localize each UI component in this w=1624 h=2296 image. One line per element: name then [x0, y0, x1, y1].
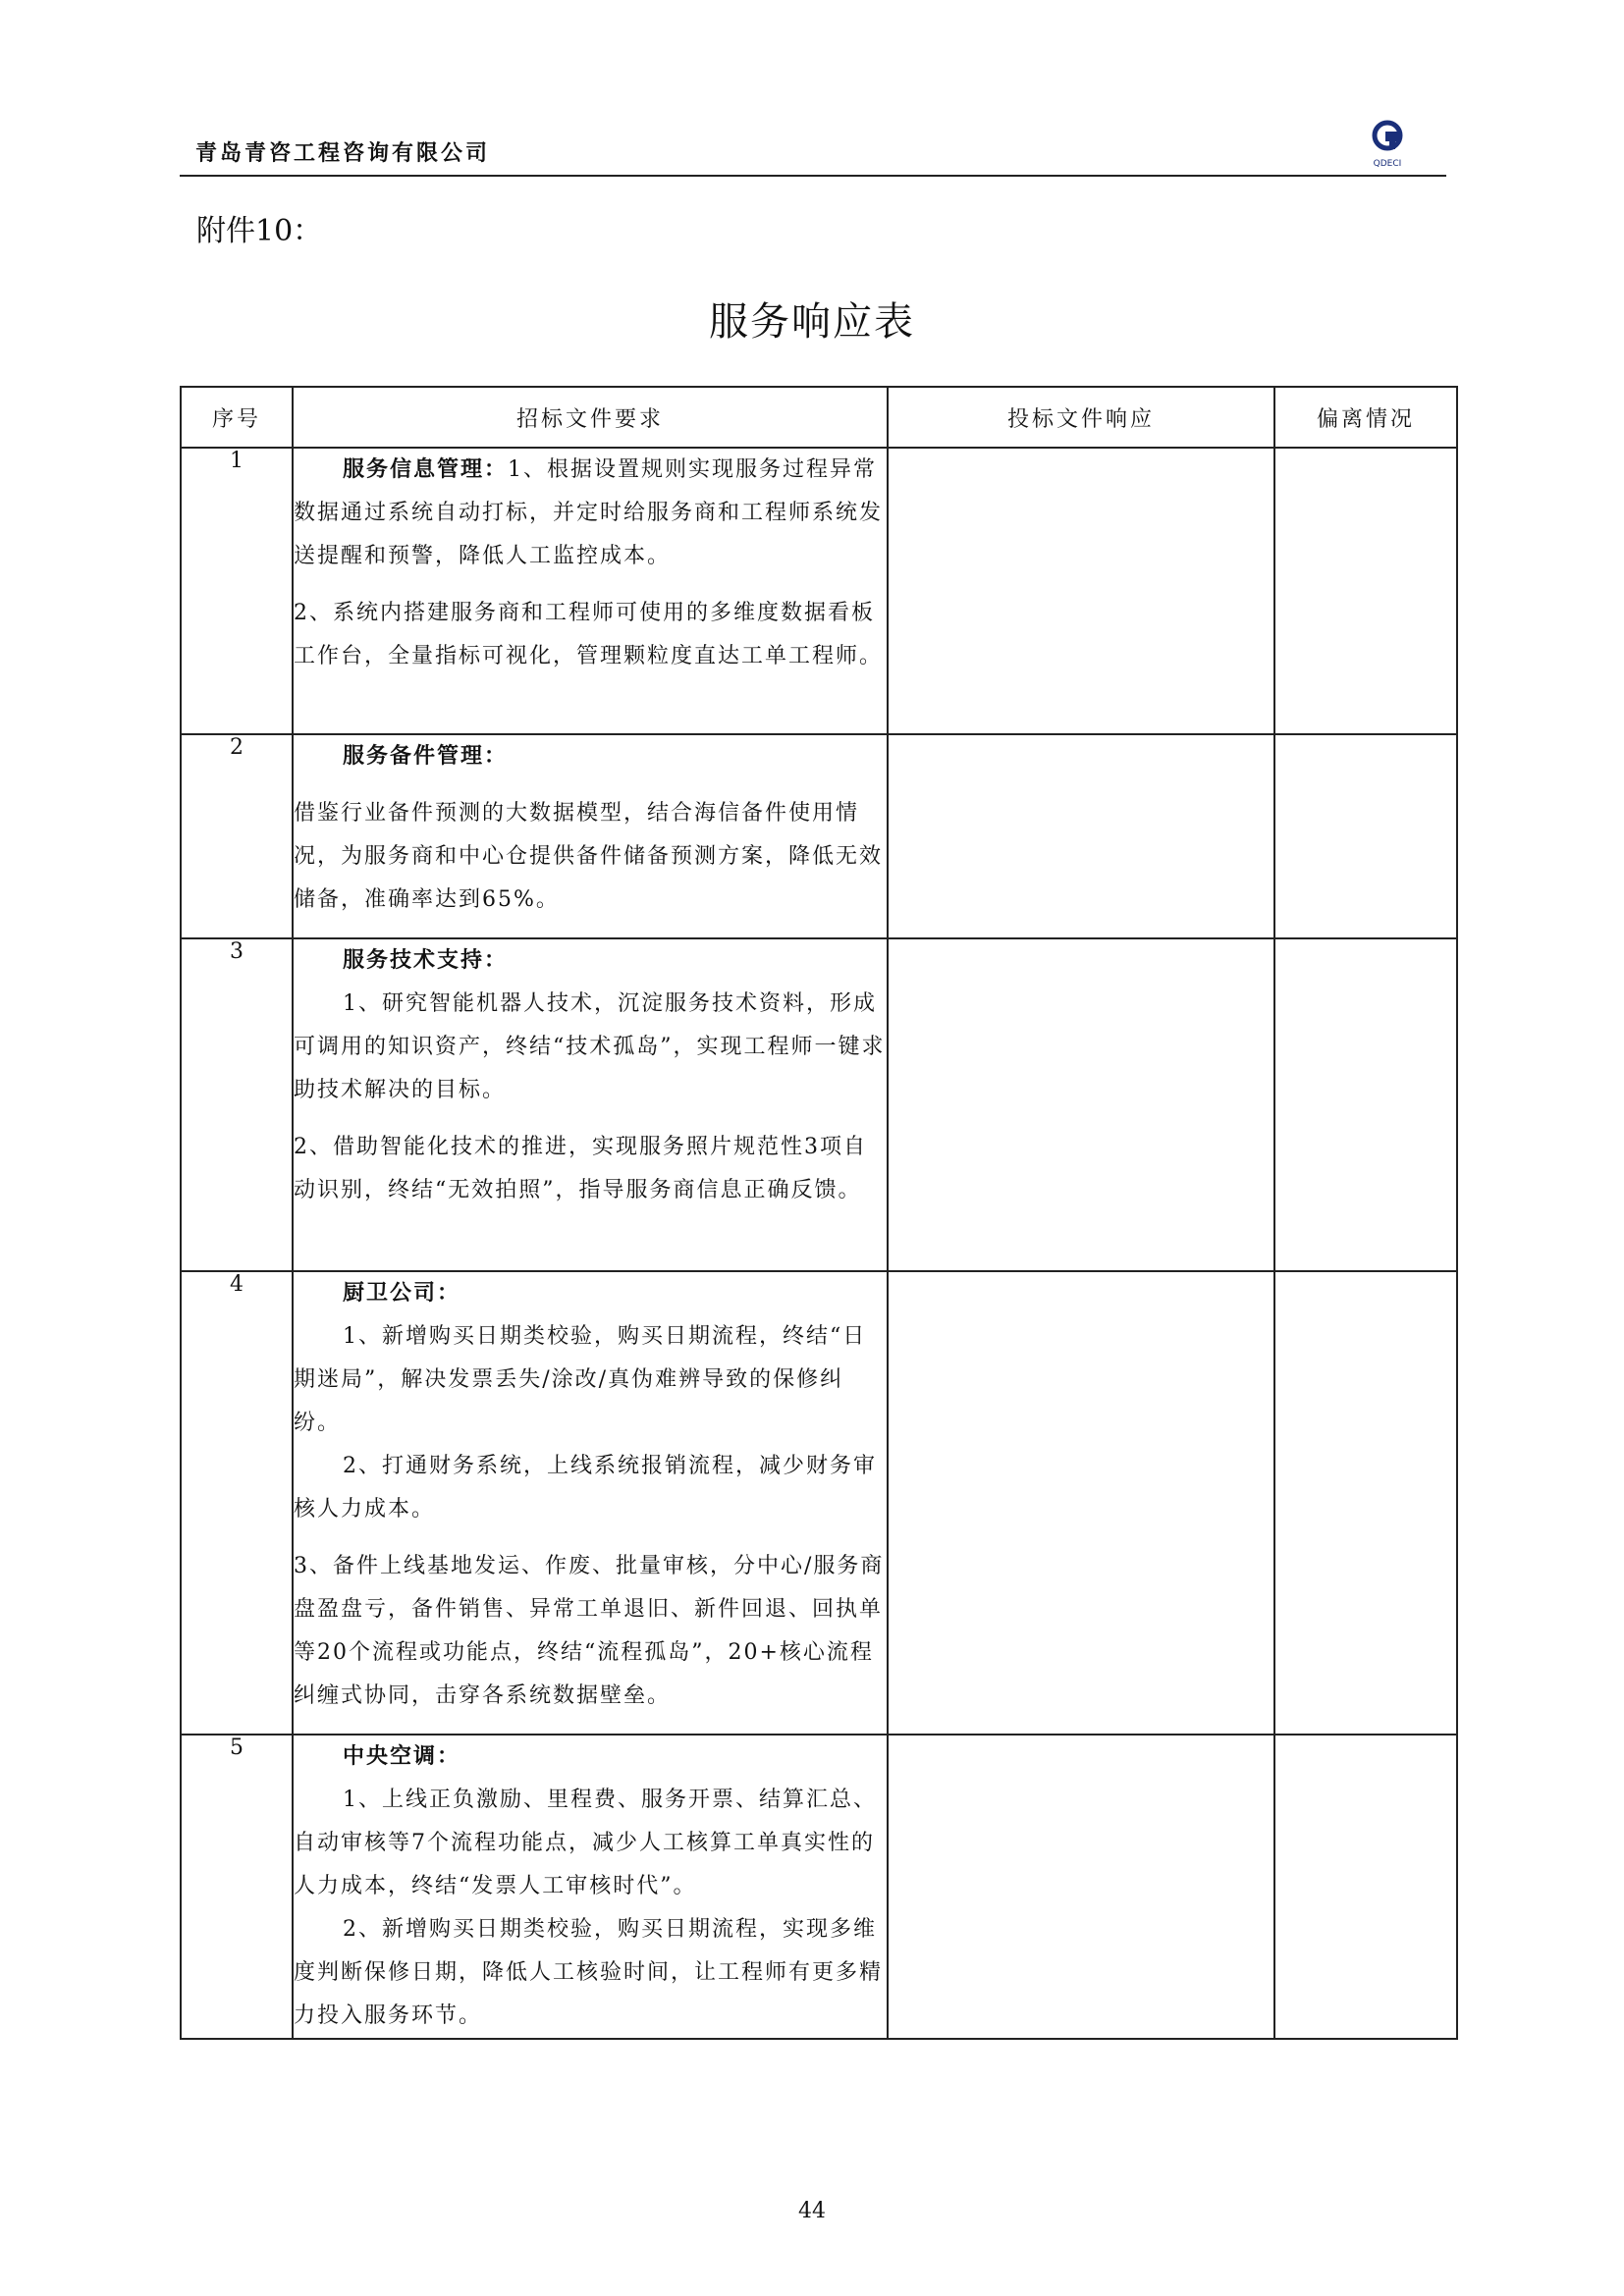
requirement-heading: 服务信息管理： — [343, 457, 509, 482]
row-number: 2 — [181, 734, 293, 938]
table-row — [181, 938, 1457, 1271]
response-cell[interactable] — [888, 734, 1274, 938]
requirement-item: 1、上线正负激励、里程费、服务开票、结算汇总、自动审核等7个流程功能点，减少人工核算工单真实性的人力成本，终结“发票人工审核时代”。 — [294, 1788, 877, 1898]
col-header-deviation: 偏离情况 — [1274, 387, 1457, 448]
requirement-heading: 服务技术支持： — [343, 948, 509, 973]
row-number: 5 — [181, 1735, 293, 2039]
deviation-cell[interactable] — [1274, 734, 1457, 938]
requirement-item: 2、借助智能化技术的推进，实现服务照片规范性3项自动识别，终结“无效拍照”，指导服务商信息正确反馈。 — [294, 1135, 867, 1202]
row-number: 4 — [181, 1271, 293, 1735]
company-name: 青岛青咨工程咨询有限公司 — [195, 141, 491, 166]
table-row — [181, 1735, 1457, 2039]
requirement-item: 1、研究智能机器人技术，沉淀服务技术资料，形成可调用的知识资产，终结“技术孤岛”，实现工程师一键求助技术解决的目标。 — [294, 991, 886, 1102]
requirement-text: 1、根据设置规则实现服务过程异常数据通过系统自动打标，并定时给服务商和工程师系统发送提醒和预警，降低人工监控成本。 — [294, 457, 884, 568]
deviation-cell[interactable] — [1274, 1735, 1457, 2039]
response-cell[interactable] — [888, 1735, 1274, 2039]
page-number: 44 — [798, 2199, 826, 2223]
deviation-cell[interactable] — [1274, 938, 1457, 1271]
page-header — [180, 116, 1446, 177]
document-title: 服务响应表 — [709, 299, 915, 345]
response-cell[interactable] — [888, 448, 1274, 734]
requirement-item: 2、打通财务系统，上线系统报销流程，减少财务审核人力成本。 — [294, 1454, 877, 1522]
table-row — [181, 1271, 1457, 1735]
col-header-response: 投标文件响应 — [888, 387, 1274, 448]
requirement-item: 借鉴行业备件预测的大数据模型，结合海信备件使用情况，为服务商和中心仓提供备件储备预测方案，降低无效储备，准确率达到65%。 — [294, 801, 884, 912]
requirement-item: 3、备件上线基地发运、作废、批量审核，分中心/服务商盘盈盘亏，备件销售、异常工单退旧、新件回退、回执单等20个流程或功能点，终结“流程孤岛”，20+核心流程纠缠式协同，击穿各系统数据壁垒。 — [294, 1554, 885, 1708]
company-logo — [1366, 118, 1409, 169]
deviation-cell[interactable] — [1274, 1271, 1457, 1735]
service-response-table — [180, 386, 1458, 2040]
row-number: 1 — [181, 448, 293, 734]
requirement-item: 1、新增购买日期类校验，购买日期流程，终结“日期迷局”，解决发票丢失/涂改/真伪难辨导致的保修纠纷。 — [294, 1324, 867, 1435]
table-row — [181, 734, 1457, 938]
requirement-cell — [293, 448, 888, 734]
requirement-heading: 服务备件管理： — [343, 744, 509, 769]
requirement-heading: 中央空调： — [343, 1744, 461, 1769]
table-header-row — [181, 387, 1457, 448]
col-header-number: 序号 — [181, 387, 293, 448]
requirement-item: 2、新增购买日期类校验，购买日期流程，实现多维度判断保修日期，降低人工核验时间，让工程师有更多精力投入服务环节。 — [294, 1917, 884, 2028]
table-row — [181, 448, 1457, 734]
deviation-cell[interactable] — [1274, 448, 1457, 734]
requirement-heading: 厨卫公司： — [343, 1281, 461, 1306]
row-number: 3 — [181, 938, 293, 1271]
response-cell[interactable] — [888, 1271, 1274, 1735]
col-header-requirement: 招标文件要求 — [293, 387, 888, 448]
attachment-label: 附件10： — [196, 214, 323, 248]
response-cell[interactable] — [888, 938, 1274, 1271]
svg-text:QDECI: QDECI — [1373, 159, 1402, 169]
requirement-cell — [293, 1735, 888, 2039]
requirement-item: 2、系统内搭建服务商和工程师可使用的多维度数据看板工作台，全量指标可视化，管理颗粒度直达工单工程师。 — [294, 601, 884, 668]
requirement-cell — [293, 938, 888, 1271]
requirement-cell — [293, 734, 888, 938]
requirement-cell — [293, 1271, 888, 1735]
